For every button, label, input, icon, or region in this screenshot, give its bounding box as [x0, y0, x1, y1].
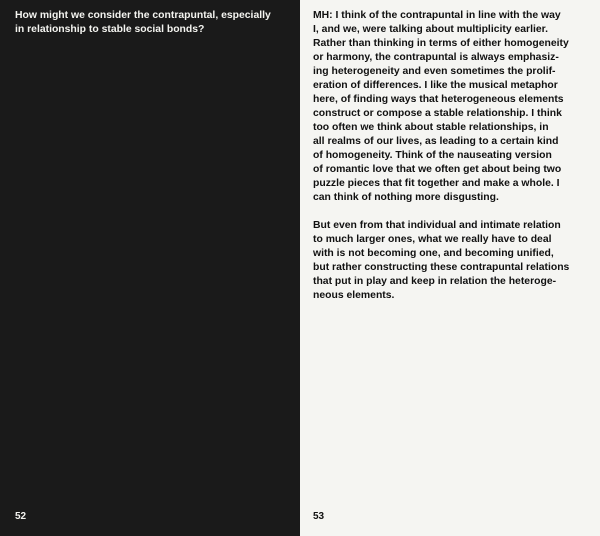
answer-line: construct or compose a stable relationship. I think: [313, 108, 562, 119]
answer-line: of homogeneity. Think of the nauseating version: [313, 150, 552, 161]
answer-line: neous elements.: [313, 290, 395, 301]
answer-line: too often we think about stable relationships, in: [313, 122, 549, 133]
answer-line: I, and we, were talking about multiplicity earlier.: [313, 24, 549, 35]
answer-line: to much larger ones, what we really have to deal: [313, 234, 552, 245]
paragraph-spacer: [313, 205, 588, 219]
interview-answer: [313, 9, 588, 303]
page-number-left: 52: [15, 511, 27, 522]
question-line: in relationship to stable social bonds?: [15, 24, 205, 35]
answer-line: all realms of our lives, as leading to a certain kind: [313, 136, 559, 147]
answer-line: ing heterogeneity and even sometimes the prolif-: [313, 66, 556, 77]
answer-line: that put in play and keep in relation the heteroge-: [313, 276, 557, 287]
interview-question: [15, 9, 285, 37]
answer-paragraph-2: [313, 219, 588, 303]
page-number-right: 53: [313, 511, 325, 522]
answer-line: with is not becoming one, and becoming unified,: [313, 248, 554, 259]
answer-line: eration of differences. I like the musical metaphor: [313, 80, 558, 91]
answer-line: puzzle pieces that fit together and make a whole. I: [313, 178, 560, 189]
answer-line: Rather than thinking in terms of either homogeneity: [313, 38, 569, 49]
right-page: [300, 0, 600, 536]
answer-line: MH: I think of the contrapuntal in line with the way: [313, 10, 561, 21]
answer-line: or harmony, the contrapuntal is always emphasiz-: [313, 52, 559, 63]
answer-line: here, of finding ways that heterogeneous elements: [313, 94, 564, 105]
question-line: How might we consider the contrapuntal, especially: [15, 10, 271, 21]
answer-line: can think of nothing more disgusting.: [313, 192, 499, 203]
answer-line: of romantic love that we often get about being two: [313, 164, 562, 175]
answer-line: But even from that individual and intimate relation: [313, 220, 561, 231]
answer-paragraph-1: [313, 9, 588, 205]
answer-line: but rather constructing these contrapuntal relations: [313, 262, 570, 273]
